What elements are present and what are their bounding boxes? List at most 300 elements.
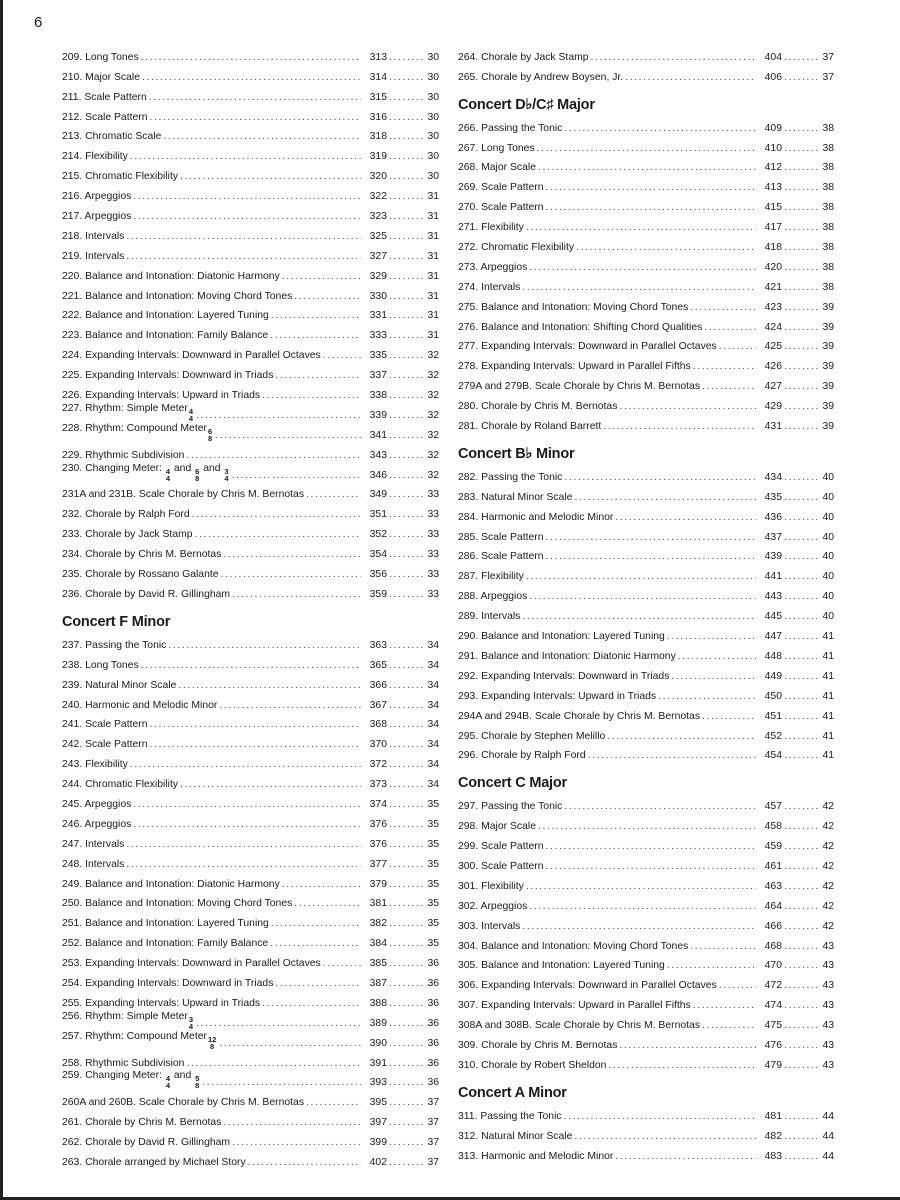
page-ref: 40 (822, 511, 834, 523)
toc-title: 266. Passing the Tonic (458, 122, 563, 134)
page-ref: 30 (427, 51, 439, 63)
toc-row (458, 603, 834, 623)
dot-leader (784, 841, 818, 853)
exercise-number: 382 (369, 918, 387, 930)
page-ref: 33 (427, 549, 439, 561)
toc-title: 303. Intervals (458, 920, 521, 932)
time-signature: 12 8 (207, 1034, 217, 1051)
exercise-number: 421 (764, 281, 782, 293)
dot-leader (784, 980, 818, 992)
toc-title: 257. Rhythm: Compound Meter (62, 1030, 207, 1042)
page-ref: 36 (427, 1017, 439, 1029)
toc-title: 302. Arpeggios (458, 900, 528, 912)
page-ref: 37 (822, 71, 834, 83)
dot-leader (389, 112, 423, 124)
page-ref: 44 (822, 1130, 834, 1142)
toc-title: 260A and 260B. Scale Chorale by Chris M. Bernotas (62, 1097, 305, 1109)
dot-leader (389, 390, 423, 402)
page-ref: 33 (427, 489, 439, 501)
dot-leader (389, 92, 423, 104)
exercise-number: 435 (764, 491, 782, 503)
exercise-number: 354 (369, 549, 387, 561)
toc-row (62, 322, 439, 342)
page-ref: 42 (822, 801, 834, 813)
dot-leader (306, 489, 361, 501)
toc-row (458, 413, 834, 433)
toc-row (458, 544, 834, 564)
dot-leader (389, 549, 423, 561)
dot-leader (178, 680, 361, 692)
toc-group (458, 115, 834, 433)
page-ref: 38 (822, 281, 834, 293)
dot-leader (784, 861, 818, 873)
dot-leader (223, 1117, 361, 1129)
dot-leader (186, 1058, 361, 1070)
exercise-number: 337 (369, 370, 387, 382)
toc-row (458, 793, 834, 813)
toc-title: 230. Changing Meter: (62, 462, 162, 474)
dot-leader (221, 569, 361, 581)
dot-leader (526, 222, 756, 234)
dot-leader (141, 52, 361, 64)
time-signature: 4 4 (188, 406, 194, 423)
toc-title: 214. Flexibility (62, 151, 128, 163)
dot-leader (784, 123, 818, 135)
toc-title: 229. Rhythmic Subdivision (62, 449, 185, 461)
exercise-number: 448 (764, 650, 782, 662)
dot-leader (389, 310, 423, 322)
toc-row (62, 342, 439, 362)
page-ref: 37 (427, 1137, 439, 1149)
dot-leader (389, 191, 423, 203)
dot-leader (564, 801, 756, 813)
dot-leader (784, 881, 818, 893)
dot-leader (784, 381, 818, 393)
toc-row (458, 833, 834, 853)
page-ref: 40 (822, 551, 834, 563)
dot-leader (704, 322, 756, 334)
dot-leader (576, 242, 756, 254)
dot-leader (262, 390, 361, 402)
dot-leader (271, 918, 361, 930)
toc-row (458, 353, 834, 373)
exercise-number: 356 (369, 569, 387, 581)
dot-leader (588, 750, 756, 762)
page-ref: 43 (822, 1059, 834, 1071)
time-signature: 4 4 (165, 1074, 170, 1091)
page-ref: 35 (427, 798, 439, 810)
page-ref: 44 (822, 1150, 834, 1162)
page-ref: 39 (822, 361, 834, 373)
dot-leader (522, 282, 756, 294)
page-ref: 32 (427, 469, 439, 481)
page-ref: 41 (822, 730, 834, 742)
toc-row (62, 382, 439, 402)
toc-row (62, 851, 439, 871)
dot-leader (784, 182, 818, 194)
exercise-number: 457 (764, 801, 782, 813)
page-ref: 34 (427, 779, 439, 791)
dot-leader (784, 302, 818, 314)
page-ref: 42 (822, 920, 834, 932)
toc-title: 251. Balance and Intonation: Layered Tuning (62, 918, 269, 930)
toc-group (62, 632, 439, 1010)
toc-title: 311. Passing the Tonic (458, 1110, 562, 1122)
exercise-number: 349 (369, 489, 387, 501)
dot-leader (126, 839, 361, 851)
exercise-number: 346 (369, 469, 387, 481)
page-ref: 37 (427, 1156, 439, 1168)
toc-title: 222. Balance and Intonation: Layered Tuning (62, 310, 269, 322)
toc-row (62, 910, 439, 930)
dot-leader (784, 341, 818, 353)
toc-row (62, 263, 439, 283)
toc-row (62, 581, 439, 601)
dot-leader (196, 1018, 361, 1030)
toc-title: 247. Intervals (62, 838, 125, 850)
and-word: and (173, 1070, 192, 1082)
toc-row (458, 44, 834, 64)
toc-row (458, 1052, 834, 1072)
exercise-number: 410 (764, 142, 782, 154)
dot-leader (702, 711, 756, 723)
toc-title: 262. Chorale by David R. Gillingham (62, 1137, 231, 1149)
toc-title: 263. Chorale arranged by Michael Story (62, 1156, 246, 1168)
toc-title: 246. Arpeggios (62, 818, 132, 830)
page-ref: 31 (427, 270, 439, 282)
dot-leader (784, 651, 818, 663)
page-ref: 39 (822, 401, 834, 413)
toc-row (458, 683, 834, 703)
toc-row (458, 563, 834, 583)
exercise-number: 339 (369, 409, 387, 421)
dot-leader (615, 512, 756, 524)
toc-row (458, 464, 834, 484)
page-ref: 32 (427, 370, 439, 382)
page-ref: 40 (822, 531, 834, 543)
exercise-number: 376 (369, 838, 387, 850)
dot-leader (784, 532, 818, 544)
dot-leader (389, 1157, 423, 1169)
dot-leader (389, 489, 423, 501)
toc-row (62, 970, 439, 990)
exercise-number: 451 (764, 710, 782, 722)
toc-row (458, 214, 834, 234)
toc-row (62, 791, 439, 811)
dot-leader (389, 739, 423, 751)
exercise-number: 461 (764, 860, 782, 872)
toc-row (62, 501, 439, 521)
page-ref: 32 (427, 390, 439, 402)
page-ref: 38 (822, 242, 834, 254)
page-ref: 41 (822, 631, 834, 643)
toc-title: 275. Balance and Intonation: Moving Chord Tones (458, 301, 689, 313)
toc-row (62, 1010, 439, 1030)
exercise-number: 387 (369, 977, 387, 989)
dot-leader (538, 821, 756, 833)
dot-leader (195, 529, 361, 541)
page-ref: 31 (427, 310, 439, 322)
toc-title: 274. Intervals (458, 281, 521, 293)
toc-row (62, 1089, 439, 1109)
page-ref: 40 (822, 491, 834, 503)
exercise-number: 450 (764, 690, 782, 702)
toc-title: 212. Scale Pattern (62, 111, 148, 123)
dot-leader (389, 879, 423, 891)
page-ref: 30 (427, 151, 439, 163)
dot-leader (389, 700, 423, 712)
toc-row (458, 873, 834, 893)
exercise-number: 441 (764, 571, 782, 583)
page-ref: 36 (427, 1057, 439, 1069)
toc-row (458, 953, 834, 973)
toc-group (458, 793, 834, 1071)
dot-leader (693, 1000, 756, 1012)
page-ref: 43 (822, 960, 834, 972)
page-ref: 38 (822, 261, 834, 273)
page-ref: 32 (427, 409, 439, 421)
dot-leader (784, 1060, 818, 1072)
dot-leader (389, 251, 423, 263)
toc-row (62, 521, 439, 541)
exercise-number: 391 (369, 1057, 387, 1069)
dot-leader (546, 532, 757, 544)
page-ref: 42 (822, 821, 834, 833)
toc-title: 232. Chorale by Ralph Ford (62, 509, 190, 521)
toc-row (62, 462, 439, 482)
page-ref: 33 (427, 529, 439, 541)
dot-leader (564, 472, 756, 484)
toc-title: 300. Scale Pattern (458, 860, 544, 872)
exercise-number: 426 (764, 361, 782, 373)
page-ref: 34 (427, 639, 439, 651)
dot-leader (323, 350, 361, 362)
toc-title: 215. Chromatic Flexibility (62, 171, 179, 183)
toc-row (458, 972, 834, 992)
dot-leader (784, 512, 818, 524)
page-ref: 36 (427, 997, 439, 1009)
dot-leader (784, 282, 818, 294)
page-ref: 43 (822, 980, 834, 992)
page-ref: 35 (427, 838, 439, 850)
toc-row (458, 893, 834, 913)
dot-leader (389, 719, 423, 731)
toc-title: 249. Balance and Intonation: Diatonic Harmony (62, 878, 280, 890)
dot-leader (784, 591, 818, 603)
dot-leader (389, 589, 423, 601)
page-ref: 34 (427, 759, 439, 771)
exercise-number: 343 (369, 449, 387, 461)
toc-row (458, 393, 834, 413)
exercise-number: 377 (369, 858, 387, 870)
dot-leader (529, 901, 756, 913)
dot-leader (784, 921, 818, 933)
page-ref: 38 (822, 122, 834, 134)
toc-title: 219. Intervals (62, 250, 125, 262)
exercise-number: 415 (764, 202, 782, 214)
dot-leader (784, 571, 818, 583)
toc-title: 210. Major Scale (62, 71, 140, 83)
page-ref: 35 (427, 898, 439, 910)
exercise-number: 466 (764, 920, 782, 932)
dot-leader (389, 430, 423, 442)
dot-leader (133, 211, 361, 223)
toc-title: 288. Arpeggios (458, 591, 528, 603)
toc-title: 261. Chorale by Chris M. Bernotas (62, 1117, 222, 1129)
exercise-number: 483 (764, 1150, 782, 1162)
exercise-number: 363 (369, 639, 387, 651)
toc-row (62, 442, 439, 462)
dot-leader (133, 191, 361, 203)
toc-title: 281. Chorale by Roland Barrett (458, 421, 602, 433)
page-ref: 39 (822, 381, 834, 393)
exercise-number: 412 (764, 162, 782, 174)
page-ref: 31 (427, 211, 439, 223)
dot-leader (389, 450, 423, 462)
page-ref: 36 (427, 1037, 439, 1049)
dot-leader (693, 361, 756, 373)
exercise-number: 330 (369, 290, 387, 302)
exercise-number: 315 (369, 91, 387, 103)
exercise-number: 381 (369, 898, 387, 910)
toc-title: 265. Chorale by Andrew Boysen, Jr. (458, 71, 624, 83)
page-ref: 34 (427, 719, 439, 731)
dot-leader (574, 1131, 756, 1143)
toc-row (62, 831, 439, 851)
page-ref: 39 (822, 321, 834, 333)
toc-row (458, 1123, 834, 1143)
exercise-number: 472 (764, 980, 782, 992)
dot-leader (389, 680, 423, 692)
exercise-number: 319 (369, 151, 387, 163)
page-ref: 38 (822, 182, 834, 194)
dot-leader (671, 671, 756, 683)
toc-row (62, 104, 439, 124)
toc-title: 271. Flexibility (458, 222, 524, 234)
toc-title: 255. Expanding Intervals: Upward in Triads (62, 997, 261, 1009)
page-ref: 38 (822, 162, 834, 174)
page-ref: 40 (822, 571, 834, 583)
toc-title: 239. Natural Minor Scale (62, 679, 177, 691)
page-ref: 33 (427, 509, 439, 521)
page-ref: 33 (427, 588, 439, 600)
page-ref: 35 (427, 858, 439, 870)
toc-row (62, 303, 439, 323)
exercise-number: 420 (764, 261, 782, 273)
toc-title: 308A and 308B. Scale Chorale by Chris M. Bernotas (458, 1020, 701, 1032)
dot-leader (262, 998, 361, 1010)
toc-group (62, 482, 439, 601)
toc-title: 240. Harmonic and Melodic Minor (62, 699, 218, 711)
page-ref: 35 (427, 878, 439, 890)
toc-row (62, 163, 439, 183)
dot-leader (294, 898, 361, 910)
dot-leader (389, 759, 423, 771)
toc-title: 312. Natural Minor Scale (458, 1130, 573, 1142)
toc-row (62, 751, 439, 771)
toc-title: 225. Expanding Intervals: Downward in Triads (62, 370, 274, 382)
toc-row (62, 871, 439, 891)
time-signature: 3 4 (224, 466, 229, 483)
exercise-number: 395 (369, 1097, 387, 1109)
dot-leader (389, 410, 423, 422)
dot-leader (784, 242, 818, 254)
toc-title: 211. Scale Pattern (62, 91, 147, 103)
dot-leader (784, 671, 818, 683)
page-ref: 44 (822, 1110, 834, 1122)
toc-title: 309. Chorale by Chris M. Bernotas (458, 1039, 618, 1051)
toc-row (62, 402, 439, 422)
exercise-number: 436 (764, 511, 782, 523)
toc-title: 256. Rhythm: Simple Meter (62, 1010, 188, 1022)
toc-title: 283. Natural Minor Scale (458, 491, 573, 503)
toc-title: 218. Intervals (62, 230, 125, 242)
dot-leader (130, 151, 361, 163)
dot-leader (126, 251, 361, 263)
dot-leader (389, 52, 423, 64)
dot-leader (215, 430, 361, 442)
toc-row (458, 373, 834, 393)
dot-leader (784, 801, 818, 813)
dot-leader (784, 1131, 818, 1143)
toc-title: 227. Rhythm: Simple Meter (62, 402, 188, 414)
toc-row (458, 254, 834, 274)
toc-title: 221. Balance and Intonation: Moving Chord Tones (62, 290, 293, 302)
exercise-number: 320 (369, 171, 387, 183)
exercise-number: 418 (764, 242, 782, 254)
dot-leader (150, 739, 362, 751)
dot-leader (323, 958, 361, 970)
dot-leader (389, 938, 423, 950)
exercise-number: 370 (369, 739, 387, 751)
toc-row (62, 1129, 439, 1149)
toc-row (62, 183, 439, 203)
toc-title: 224. Expanding Intervals: Downward in Parallel Octaves (62, 350, 321, 362)
exercise-number: 429 (764, 401, 782, 413)
exercise-number: 365 (369, 659, 387, 671)
dot-leader (719, 341, 756, 353)
toc-row (458, 234, 834, 254)
toc-group (62, 44, 439, 402)
dot-leader (784, 1040, 818, 1052)
toc-title: 289. Intervals (458, 611, 521, 623)
toc-row (458, 294, 834, 314)
toc-row (458, 643, 834, 663)
exercise-number: 314 (369, 71, 387, 83)
dot-leader (784, 611, 818, 623)
dot-leader (275, 978, 361, 990)
toc-title: 294A and 294B. Scale Chorale by Chris M. Bernotas (458, 710, 701, 722)
exercise-number: 476 (764, 1039, 782, 1051)
exercise-number: 341 (369, 429, 387, 441)
exercise-number: 423 (764, 301, 782, 313)
dot-leader (619, 401, 756, 413)
toc-title: 287. Flexibility (458, 571, 524, 583)
dot-leader (142, 72, 361, 84)
dot-leader (591, 52, 756, 64)
toc-title: 236. Chorale by David R. Gillingham (62, 588, 231, 600)
page-ref: 37 (427, 1117, 439, 1129)
toc-title: 305. Balance and Intonation: Layered Tuning (458, 960, 665, 972)
toc-row (458, 703, 834, 723)
exercise-number: 325 (369, 230, 387, 242)
section-heading: Concert D♭/C♯ Major (458, 96, 595, 113)
dot-leader (526, 571, 756, 583)
toc-row (62, 541, 439, 561)
page-ref: 42 (822, 841, 834, 853)
toc-title: 235. Chorale by Rossano Galante (62, 569, 219, 581)
exercise-number: 359 (369, 588, 387, 600)
